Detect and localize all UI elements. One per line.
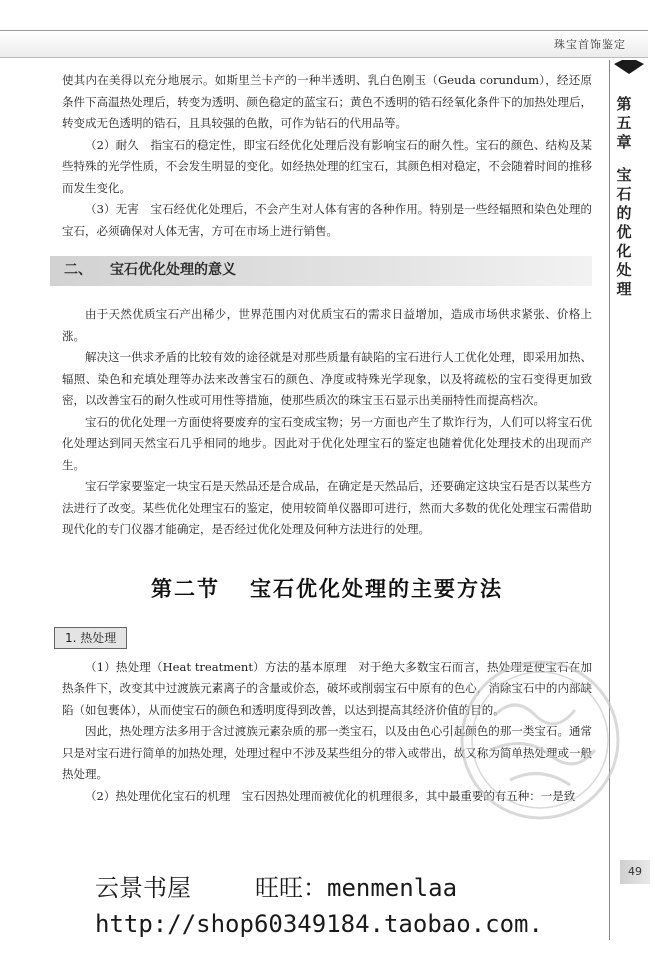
chapter-gap (614, 152, 634, 166)
section-title: 宝石优化处理的主要方法 (250, 576, 503, 601)
page-number: 49 (620, 860, 650, 884)
chapter-char: 理 (616, 280, 632, 298)
watermark-url: http://shop60349184.taobao.com. (95, 910, 543, 938)
chapter-char: 处 (616, 261, 632, 279)
paragraph: 由于天然优质宝石产出稀少，世界范围内对优质宝石的需求日益增加，造成市场供求紧张、价格上涨。 (62, 307, 592, 343)
paragraph: 因此，热处理方法多用于含过渡族元素杂质的那一类宝石，以及由色心引起颜色的那一类宝石。通常只是对宝石进行简单的加热处理，处理过程中不涉及某些组分的带入或带出，故又称为简单热处理或一般热处理。 (62, 724, 592, 781)
seal-stamp-icon (455, 655, 625, 825)
chapter-char: 的 (616, 204, 632, 222)
watermark-shop-name: 云景书屋 (95, 874, 191, 902)
chapter-char: 五 (616, 114, 632, 132)
section-number: 第二节 (151, 576, 220, 601)
chapter-char: 宝 (616, 166, 632, 184)
paragraph: 宝石的优化处理一方面使将要废弃的宝石变成宝物；另一方面也产生了欺诈行为，人们可以将宝石优化处理达到同天然宝石几乎相同的地步。因此对于优化处理宝石的鉴定也随着优化处理技术的出现而产生。 (62, 414, 592, 472)
chapter-char: 第 (616, 95, 632, 113)
paragraph: 宝石学家要鉴定一块宝石是天然品还是合成品，在确定是天然品后，还要确定这块宝石是否以某些方法进行了改变。某些优化处理宝石的鉴定，使用较简单仪器即可进行，然而大多数的优化处理宝石需借助现代化的专门仪器才能确定，是否经过优化处理及何种方法进行的处理。 (62, 479, 592, 536)
paragraph: （2）耐久 指宝石的稳定性，即宝石经优化处理后没有影响宝石的耐久性。宝石的颜色、结构及某些特殊的光学性质，不会发生明显的变化。如经热处理的红宝石，其颜色相对稳定，不会随着时间的推移而发生变化。 (62, 137, 592, 195)
paragraph: （3）无害 宝石经优化处理后，不会产生对人体有害的各种作用。特别是一些经辐照和染色处理的宝石，必须确保对人体无害，方可在市场上进行销售。 (62, 202, 592, 238)
paragraph: 解决这一供求矛盾的比较有效的途径就是对那些质量有缺陷的宝石进行人工优化处理，即采用加热、辐照、染色和充填处理等办法来改善宝石的颜色、净度或特殊光学现象，以及将疏松的宝石变得更加致密，以改善宝石的耐久性或可用性等措施，使那些质次的珠宝玉石显示出美丽特性而提高档次。 (62, 350, 592, 407)
subsection-number: 二、 (64, 262, 92, 279)
header-diamond-icon (614, 60, 644, 74)
subsection-title: 宝石优化处理的意义 (110, 262, 236, 279)
method-label: 1. 热处理 (54, 627, 127, 649)
watermark-wangwang: 旺旺：menmenlaa (255, 874, 458, 902)
book-title: 珠宝首饰鉴定 (554, 38, 626, 51)
method-label-row (62, 627, 592, 657)
paragraph: （1）热处理（Heat treatment）方法的基本原理 对于绝大多数宝石而言，热处理是使宝石在加热条件下，改变其中过渡族元素离子的含量或价态，破坏或削弱宝石中原有的色心，消除宝石中的内部缺陷（如包裹体），从而使宝石的颜色和透明度得到改善，以达到提高其经济价值的目的。 (62, 659, 592, 717)
chapter-char: 优 (616, 223, 632, 241)
chapter-char: 石 (616, 185, 632, 203)
section-heading (62, 575, 592, 603)
running-header (0, 30, 648, 58)
chapter-vertical-title (614, 95, 634, 299)
subsection-heading (50, 256, 592, 286)
chapter-char: 化 (616, 242, 632, 260)
watermark-line-1 (95, 874, 457, 902)
paragraph: （2）热处理优化宝石的机理 宝石因热处理而被优化的机理很多，其中最重要的有五种：一是致 (85, 788, 576, 803)
paragraph: 使其内在美得以充分地展示。如斯里兰卡产的一种半透明、乳白色刚玉（Geuda corundum），经还原条件下高温热处理后，转变为透明、颜色稳定的蓝宝石；黄色不透明的锆石经氧化条件下的加热处理后，转变成无色透明的锆石，且具较强的色散，可作为钻石的代用品等。 (62, 73, 592, 130)
chapter-char: 章 (616, 133, 632, 151)
